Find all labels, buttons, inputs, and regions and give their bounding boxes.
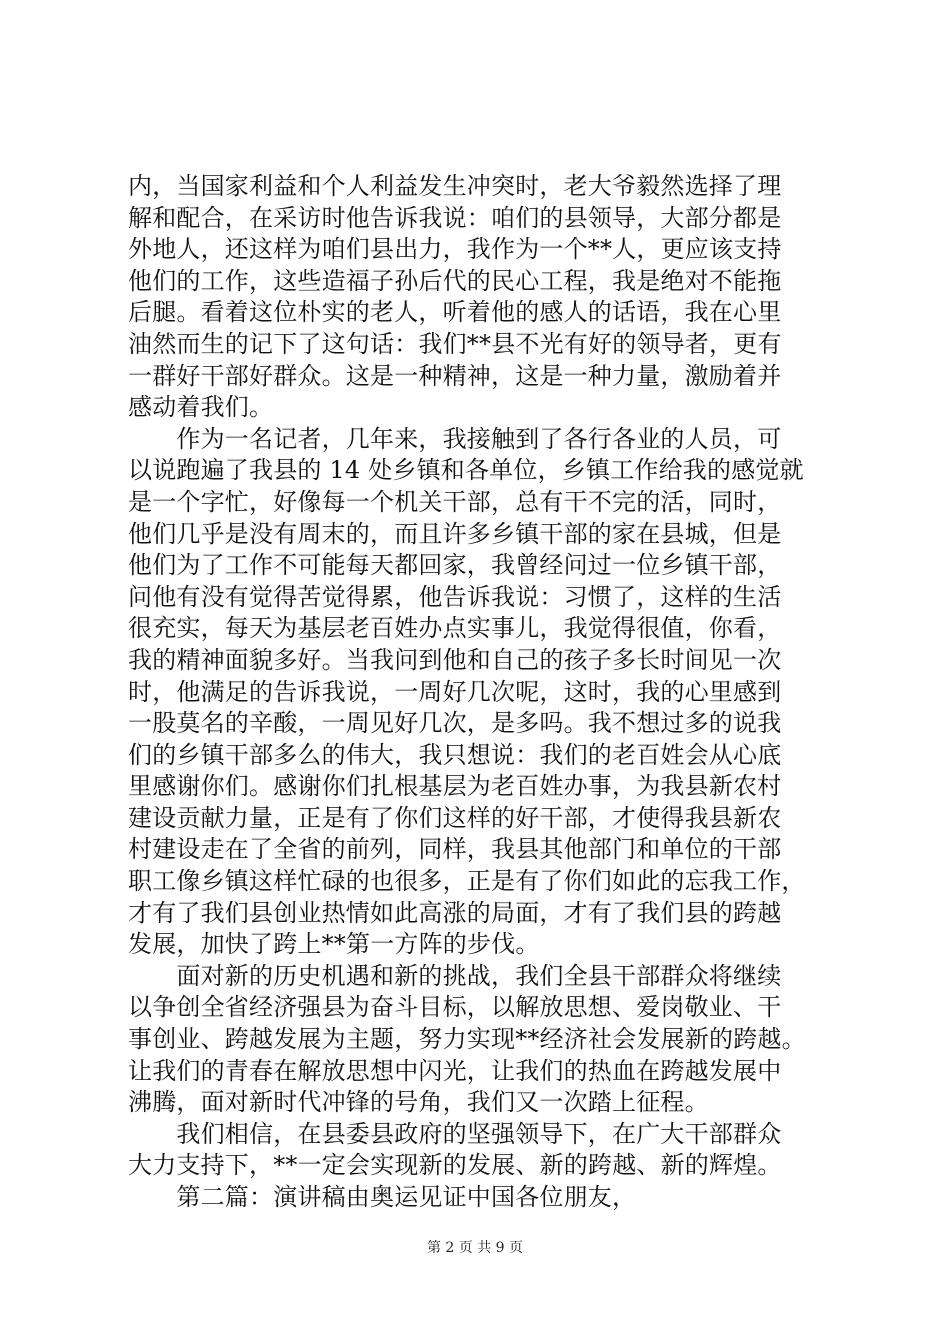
text-line: 解和配合，在采访时他告诉我说：咱们的县领导，大部分都是 bbox=[128, 203, 782, 232]
page-footer: 第 2 页 共 9 页 bbox=[426, 1240, 524, 1256]
text-line: 让我们的青春在解放思想中闪光，让我们的热血在跨越发展中 bbox=[128, 1056, 782, 1085]
text-line: 一股莫名的辛酸，一周见好几次，是多吗。我不想过多的说我 bbox=[128, 709, 782, 738]
text-line: 职工像乡镇这样忙碌的也很多，正是有了你们如此的忘我工作， bbox=[128, 867, 806, 896]
text-line: 一群好干部好群众。这是一种精神，这是一种力量，激励着并 bbox=[128, 361, 782, 390]
text-line: 是一个字忙，好像每一个机关干部，总有干不完的活，同时， bbox=[128, 487, 782, 516]
text-line: 他们几乎是没有周末的，而且许多乡镇干部的家在县城，但是 bbox=[128, 519, 782, 548]
body-text bbox=[128, 171, 848, 1214]
text-line: 他们为了工作不可能每天都回家，我曾经问过一位乡镇干部， bbox=[128, 551, 782, 580]
text-line: 外地人，还这样为咱们县出力，我作为一个**人，更应该支持 bbox=[128, 235, 782, 264]
text-line: 发展，加快了跨上**第一方阵的步伐。 bbox=[128, 930, 540, 959]
text-line: 才有了我们县创业热情如此高涨的局面，才有了我们县的跨越 bbox=[128, 898, 782, 927]
text-line: 他们的工作，这些造福子孙后代的民心工程，我是绝对不能拖 bbox=[128, 266, 782, 295]
text-line: 们的乡镇干部多么的伟大，我只想说：我们的老百姓会从心底 bbox=[128, 740, 782, 769]
text-line: 作为一名记者，几年来，我接触到了各行各业的人员，可 bbox=[128, 424, 782, 453]
text-line: 时，他满足的告诉我说，一周好几次呢，这时，我的心里感到 bbox=[128, 677, 782, 706]
text-line: 以说跑遍了我县的 14 处乡镇和各单位，乡镇工作给我的感觉就 bbox=[128, 456, 804, 485]
text-line: 面对新的历史机遇和新的挑战，我们全县干部群众将继续 bbox=[128, 961, 782, 990]
text-line: 问他有没有觉得苦觉得累，他告诉我说：习惯了，这样的生活 bbox=[128, 582, 782, 611]
text-line: 内，当国家利益和个人利益发生冲突时，老大爷毅然选择了理 bbox=[128, 172, 782, 200]
text-line: 我们相信，在县委县政府的坚强领导下，在广大干部群众 bbox=[128, 1119, 782, 1148]
text-line: 建设贡献力量，正是有了你们这样的好干部，才使得我县新农 bbox=[128, 803, 782, 832]
text-line: 以争创全省经济强县为奋斗目标，以解放思想、爱岗敬业、干 bbox=[128, 993, 782, 1022]
text-line: 很充实，每天为基层老百姓办点实事儿，我觉得很值，你看， bbox=[128, 614, 782, 643]
text-line: 大力支持下，**一定会实现新的发展、新的跨越、新的辉煌。 bbox=[128, 1151, 782, 1180]
text-line: 村建设走在了全省的前列，同样，我县其他部门和单位的干部 bbox=[128, 835, 782, 864]
text-line: 沸腾，面对新时代冲锋的号角，我们又一次踏上征程。 bbox=[128, 1088, 709, 1117]
text-line: 油然而生的记下了这句话：我们**县不光有好的领导者，更有 bbox=[128, 329, 782, 358]
text-line: 我的精神面貌多好。当我问到他和自己的孩子多长时间见一次 bbox=[128, 645, 782, 674]
text-line: 感动着我们。 bbox=[128, 393, 274, 422]
text-line: 事创业、跨越发展为主题，努力实现**经济社会发展新的跨越。 bbox=[128, 1025, 806, 1054]
text-line: 第二篇：演讲稿由奥运见证中国各位朋友， bbox=[128, 1183, 637, 1211]
text-line: 里感谢你们。感谢你们扎根基层为老百姓办事，为我县新农村 bbox=[128, 772, 782, 801]
text-line: 后腿。看着这位朴实的老人，听着他的感人的话语，我在心里 bbox=[128, 298, 782, 327]
